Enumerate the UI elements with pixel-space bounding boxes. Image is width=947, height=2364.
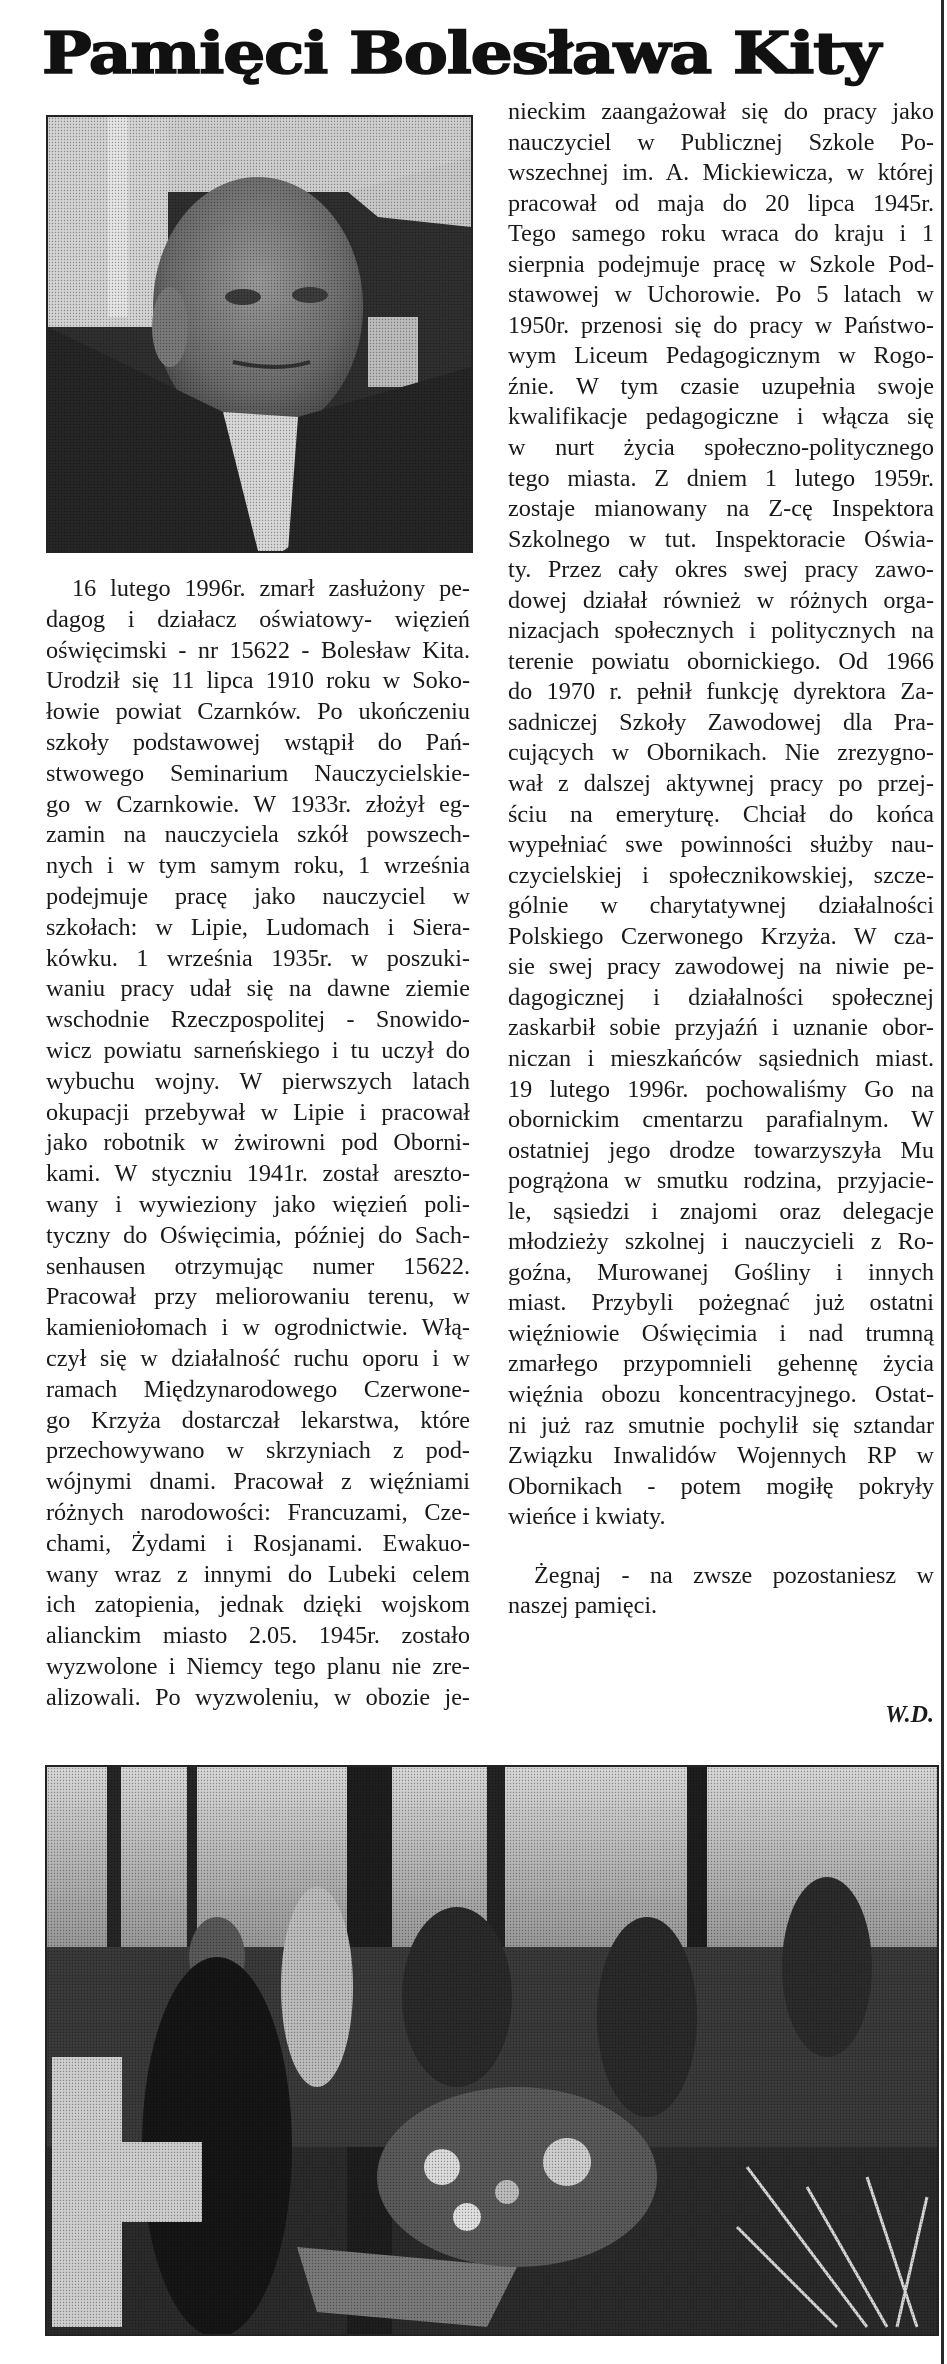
article-text-line: kwalifikacje pedagogiczne i włącza się xyxy=(508,403,934,431)
article-text-line: młodzieży szkolnej i nauczycieli z Ro- xyxy=(508,1228,934,1256)
article-text-line: wschodnie Rzeczpospolitej - Snowido- xyxy=(46,1006,470,1034)
article-text-line: wyzwolone i Niemcy tego planu nie zre- xyxy=(46,1652,470,1680)
article-text-line: ściu na emeryturę. Chciał do końca xyxy=(508,800,934,828)
article-text-line: przechowywano w skrzyniach z pod- xyxy=(46,1437,470,1465)
article-text-line: tyczny do Oświęcimia, później do Sach- xyxy=(46,1221,470,1249)
article-text-line: 19 lutego 1996r. pochowaliśmy Go na xyxy=(508,1075,934,1103)
article-text-line: goźna, Murowanej Gośliny i innych xyxy=(508,1258,934,1286)
article-text-line: Pracował przy meliorowaniu terenu, w xyxy=(46,1283,470,1311)
article-text-line: pogrążona w smutku rodzina, przyjacie- xyxy=(508,1167,934,1195)
article-text-line: ostatniej jego drodze towarzyszyła Mu xyxy=(508,1136,934,1164)
article-text-line: zaskarbił sobie przyjaźń i uznanie obor- xyxy=(508,1014,934,1042)
article-text-line: gólnie w charytatywnej działalności xyxy=(508,892,934,920)
article-text-line: czył się w działalność ruchu oporu i w xyxy=(46,1344,470,1372)
paragraph-gap xyxy=(508,1533,934,1561)
article-text-line: le, sąsiedzi i znajomi oraz delegacje xyxy=(508,1197,934,1225)
article-text-line: ty. Przez cały okres swej pracy zawo- xyxy=(508,556,934,584)
article-text-line: Związku Inwalidów Wojennych RP w xyxy=(508,1442,934,1470)
article-text-line: wany i wywieziony jako więzień poli- xyxy=(46,1190,470,1218)
article-text-line: kówku. 1 września 1935r. w poszuki- xyxy=(46,944,470,972)
article-text-line: sadniczej Szkoły Zawodowej dla Pra- xyxy=(508,708,934,736)
farewell-paragraph xyxy=(508,1561,934,1622)
article-text-line: wybuchu wojny. W pierwszych latach xyxy=(46,1067,470,1095)
article-text-line: wicz powiatu sarneńskiego i tu uczył do xyxy=(46,1036,470,1064)
article-text-line: ni już raz smutnie pochylił się sztandar xyxy=(508,1411,934,1439)
article-text-line: waniu pracy udał się na dawne ziemie xyxy=(46,975,470,1003)
article-text-line: dagogicznej i działalności społecznej xyxy=(508,983,934,1011)
article-text-line: Szkolnego w tut. Inspektoracie Oświa- xyxy=(508,525,934,553)
article-text-line: zmarłego przypomnieli gehennę życia xyxy=(508,1350,934,1378)
article-text-line: sie swej pracy zawodowej na niwie pe- xyxy=(508,953,934,981)
article-text-line: źnie. W tym czasie uzupełnia swoje xyxy=(508,372,934,400)
article-text-line: do 1970 r. pełnił funkcję dyrektora Za- xyxy=(508,678,934,706)
article-text-line: Tego samego roku wraca do kraju i 1 xyxy=(508,220,934,248)
article-text-line: go Krzyża dostarczał lekarstwa, które xyxy=(46,1406,470,1434)
article-text-line: wieńce i kwiaty. xyxy=(508,1503,666,1531)
article-text-line: podejmuje pracę jako nauczyciel w xyxy=(46,882,470,910)
article-text-line: niczan i mieszkańców sąsiednich miast. xyxy=(508,1044,934,1072)
article-text-line: miast. Przybyli pożegnać już ostatni xyxy=(508,1289,934,1317)
article-text-line: sierpnia podejmuje pracę w Szkole Pod- xyxy=(508,250,934,278)
article-text-line: w nurt życia społeczno-politycznego xyxy=(508,434,934,462)
article-text-line: dowej działał również w różnych orga- xyxy=(508,586,934,614)
page-border-rule xyxy=(941,0,944,2364)
article-text-line: tego miasta. Z dniem 1 lutego 1959r. xyxy=(508,464,934,492)
article-text-line: dagog i działacz oświatowy- więzień xyxy=(46,605,470,633)
article-text-line: wym Liceum Pedagogicznym w Rogo- xyxy=(508,342,934,370)
article-text-line: alianckim miasto 2.05. 1945r. zostało xyxy=(46,1622,470,1650)
article-text-line: okupacji przebywał w Lipie i pracował xyxy=(46,1098,470,1126)
article-text-line: wójnymi dnami. Pracował z więźniami xyxy=(46,1468,470,1496)
article-text-line: nauczyciel w Publicznej Szkole Po- xyxy=(508,128,934,156)
article-text-line: zamin na nauczyciela szkół powszech- xyxy=(46,821,470,849)
article-text-line: jako robotnik w żwirowni pod Oborni- xyxy=(46,1129,470,1157)
article-text-line: cujących w Obornikach. Nie zrezygno- xyxy=(508,739,934,767)
article-text-line: ramach Międzynarodowego Czerwone- xyxy=(46,1375,470,1403)
article-text-line: czycielskiej i społecznikowskiej, szcze- xyxy=(508,861,934,889)
article-title: Pamięci Bolesława Kity xyxy=(42,20,880,87)
article-text-line: wał z dalszej aktywnej pracy po przej- xyxy=(508,770,934,798)
article-text-line: naszej pamięci. xyxy=(508,1592,658,1620)
article-text-line: stawowej w Uchorowie. Po 5 latach w xyxy=(508,281,934,309)
portrait-image xyxy=(48,117,471,551)
article-text-line: wany wraz z innymi do Lubeki celem xyxy=(46,1560,470,1588)
article-text-line: łowie powiat Czarnków. Po ukończeniu xyxy=(46,698,470,726)
article-text-line: 1950r. przenosi się do pracy w Państwo- xyxy=(508,311,934,339)
article-text-line: wypełniać swe powinności służby nau- xyxy=(508,831,934,859)
article-text-line: więźnia obozu koncentracyjnego. Ostat- xyxy=(508,1380,934,1408)
article-text-line: pracował od maja do 20 lipca 1945r. xyxy=(508,189,934,217)
article-text-line: kamieniołomach i w ogrodnictwie. Włą- xyxy=(46,1314,470,1342)
article-text-line: 16 lutego 1996r. zmarł zasłużony pe- xyxy=(72,575,470,602)
article-left-column xyxy=(46,574,470,1713)
article-text-line: szkoły podstawowej wstąpił do Pań- xyxy=(46,728,470,756)
article-text-line: nieckim zaangażował się do pracy jako xyxy=(508,98,934,125)
article-text-line: różnych narodowości: Francuzami, Cze- xyxy=(46,1498,470,1526)
article-text-line: go w Czarnkowie. W 1933r. złożył eg- xyxy=(46,790,470,818)
portrait-photo xyxy=(46,115,473,553)
article-text-line: Żegnaj - na zwsze pozostaniesz w xyxy=(534,1561,934,1589)
article-text-line: terenie powiatu obornickiego. Od 1966 xyxy=(508,647,934,675)
author-signature: W.D. xyxy=(885,1702,934,1728)
article-text-line: zostaje mianowany na Z-cę Inspektora xyxy=(508,495,934,523)
article-text-line: chami, Żydami i Rosjanami. Ewakuo- xyxy=(46,1529,470,1557)
article-text-line: senhausen otrzymując numer 15622. xyxy=(46,1252,470,1280)
funeral-photo xyxy=(45,1765,939,2336)
article-text-line: szkołach: w Lipie, Ludomach i Siera- xyxy=(46,913,470,941)
article-text-line: więźniowie Oświęcimia i nad trumną xyxy=(508,1319,934,1347)
article-text-line: ich zatopienia, jednak dzięki wojskom xyxy=(46,1591,470,1619)
article-text-line: nizacjach społecznych i politycznych na xyxy=(508,617,934,645)
article-text-line: stwowego Seminarium Nauczycielskie- xyxy=(46,759,470,787)
article-text-line: alizowali. Po wyzwoleniu, w obozie je- xyxy=(46,1683,470,1711)
funeral-image xyxy=(47,1767,937,2334)
article-text-line: Obornikach - potem mogiłę pokryły xyxy=(508,1472,934,1500)
article-text-line: Urodził się 11 lipca 1910 roku w Soko- xyxy=(46,667,470,695)
article-text-line: kami. W styczniu 1941r. został areszto- xyxy=(46,1160,470,1188)
article-text-line: Polskiego Czerwonego Krzyża. W cza- xyxy=(508,922,934,950)
article-right-column xyxy=(508,97,934,1622)
article-text-line: oświęcimski - nr 15622 - Bolesław Kita. xyxy=(46,636,470,664)
article-text-line: obornickim cmentarzu parafialnym. W xyxy=(508,1106,934,1134)
article-text-line: nych i w tym samym roku, 1 września xyxy=(46,852,470,880)
article-text-line: wszechnej im. A. Mickiewicza, w której xyxy=(508,159,934,187)
